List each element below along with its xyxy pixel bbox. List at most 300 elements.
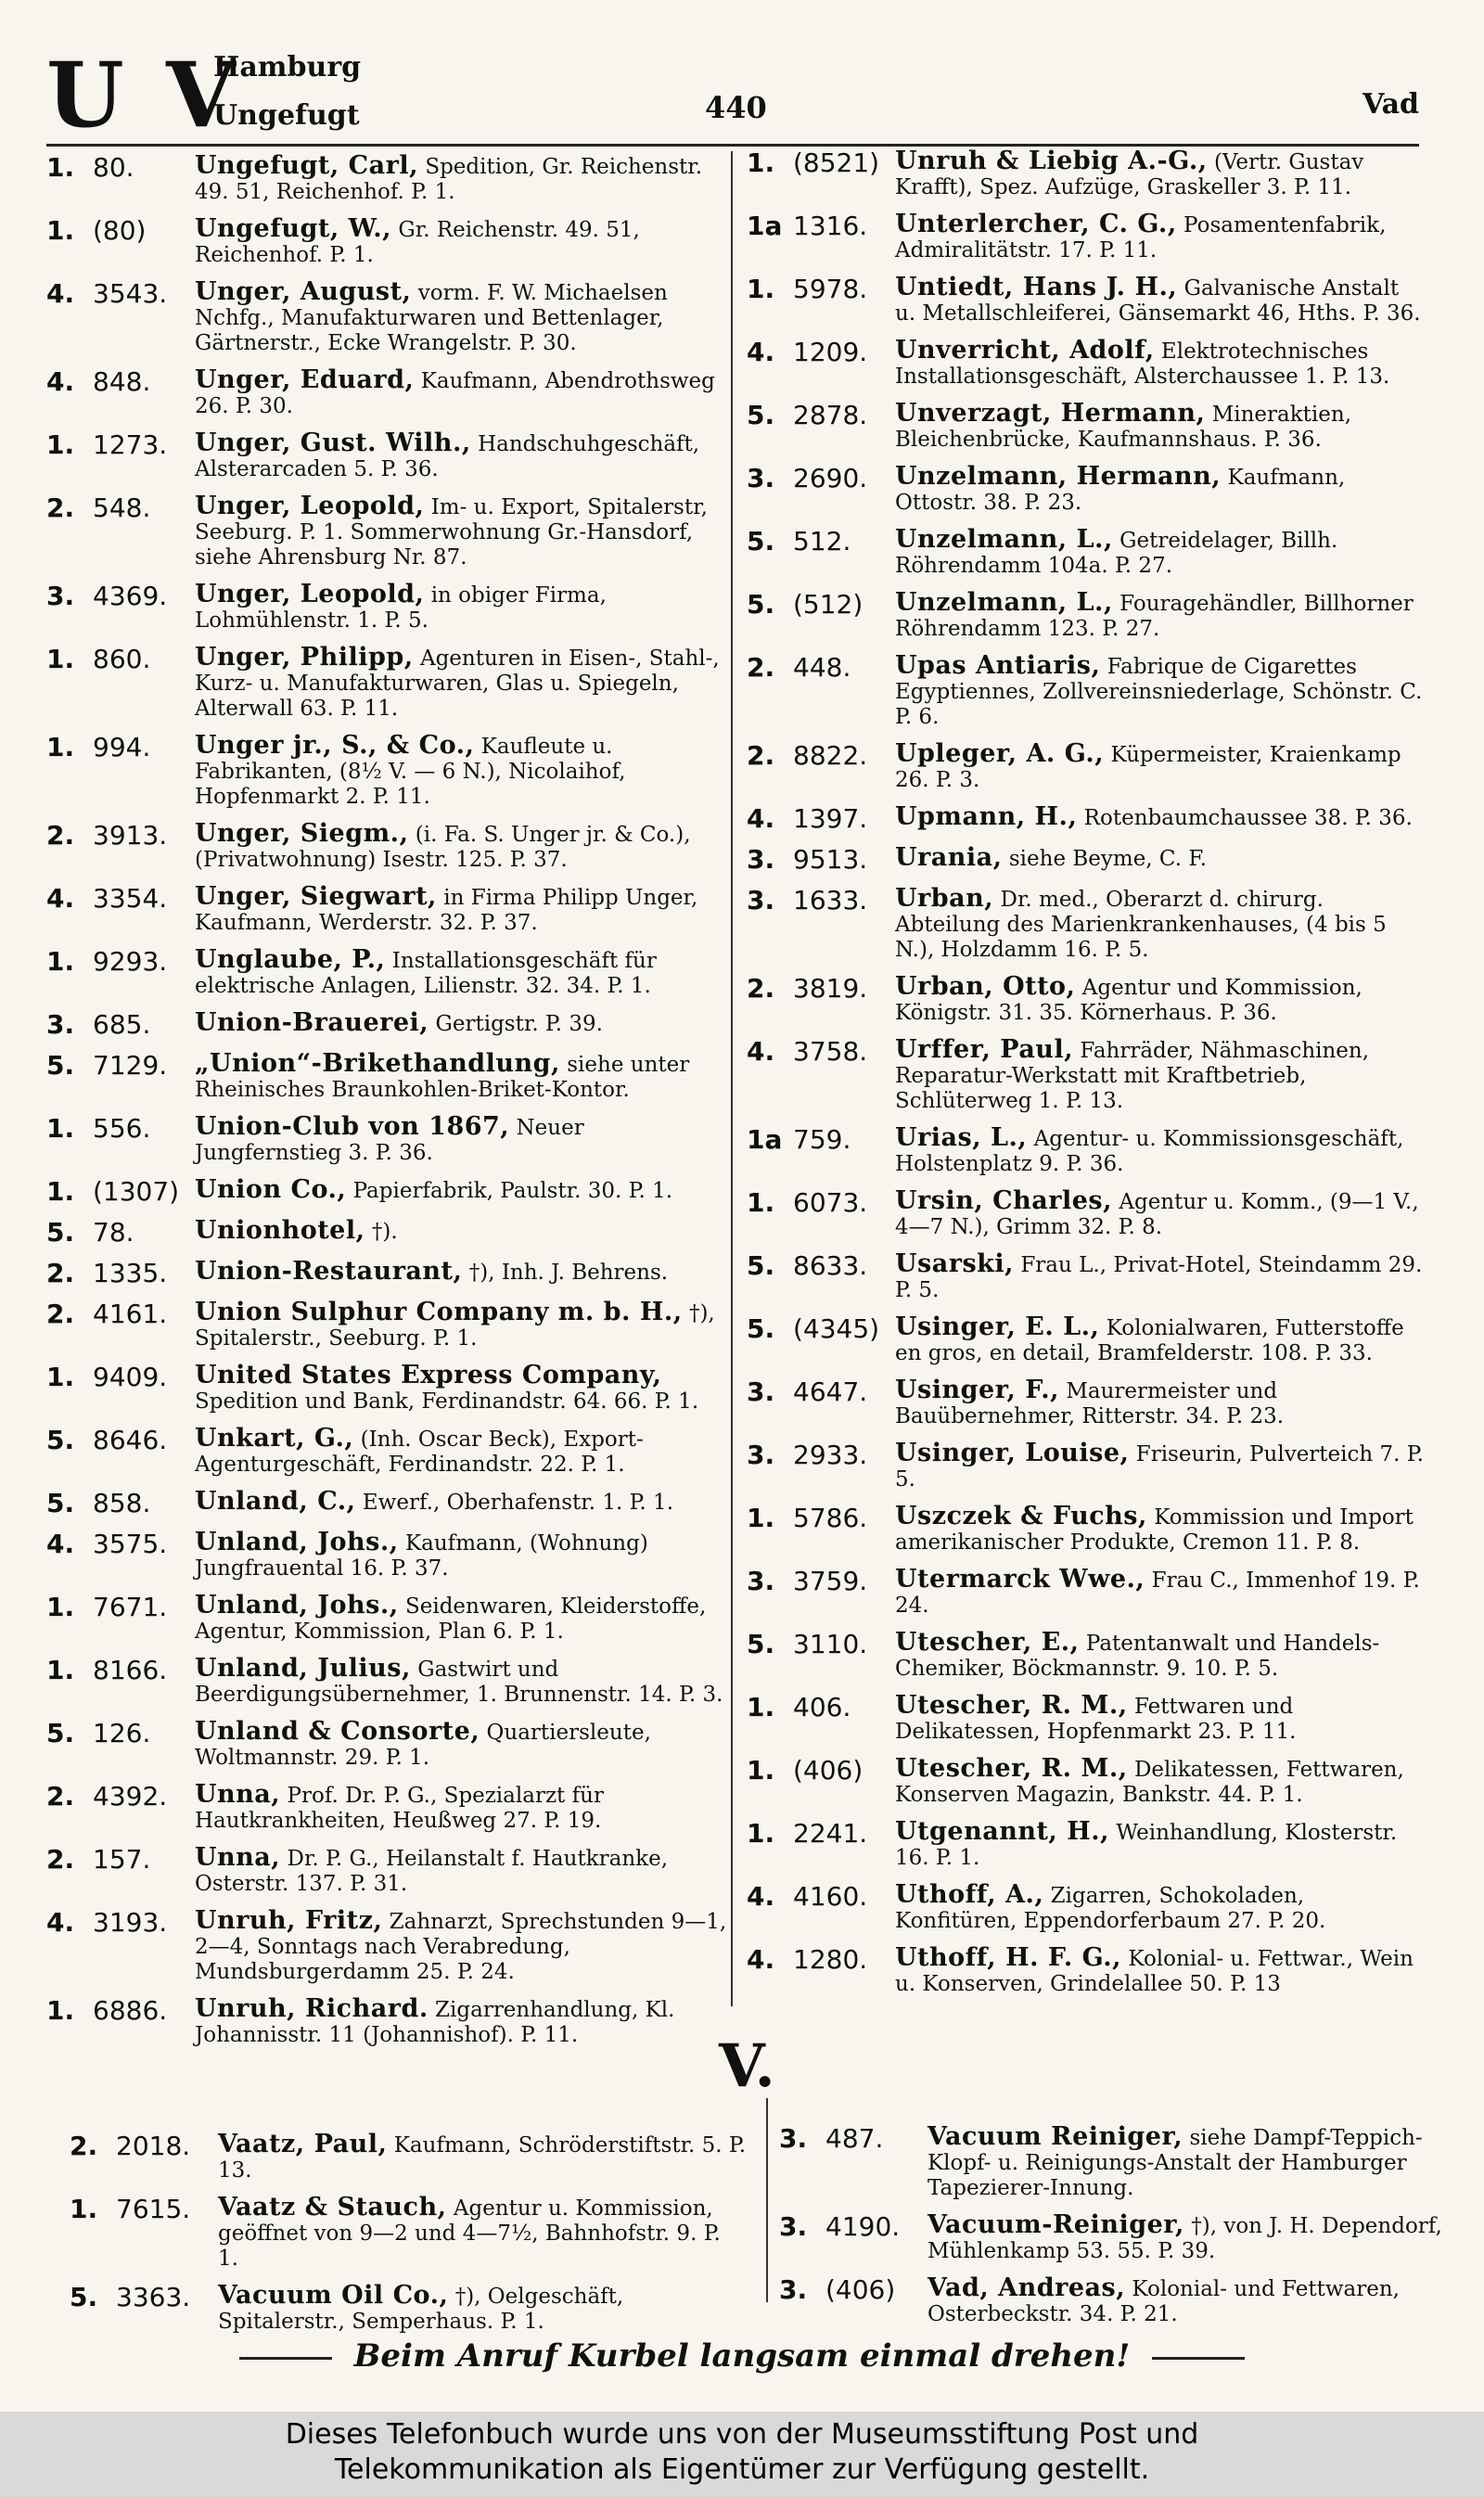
rate-class: 1.: [747, 1755, 775, 1786]
phone-number: [46, 1908, 195, 1985]
directory-entry: [46, 947, 733, 999]
phone-number: [747, 148, 895, 200]
v-right-column: [779, 2124, 1456, 2338]
rate-class: 5.: [46, 1488, 75, 1518]
subscriber-details: Handschuhgeschäft, Alsterarcaden 5. P. 36.: [195, 432, 700, 481]
right-column: [747, 148, 1424, 2008]
line-number: 448.: [793, 652, 851, 683]
phone-number: [46, 1782, 195, 1834]
column-divider-v: [766, 2098, 768, 2302]
subscriber-details: Galvanische Anstalt u. Metallschleiferei, Gänsemarkt 46, Hths. P. 36.: [895, 276, 1421, 326]
subscriber-name: Unland, Johs.,: [195, 1591, 399, 1620]
phone-number: [46, 1996, 195, 2048]
subscriber-details: †), Oelgeschäft, Spitalerstr., Semperhaus. P. 1.: [218, 2285, 624, 2334]
subscriber-name: Urias, L.,: [895, 1123, 1028, 1152]
line-number: 8646.: [93, 1425, 168, 1455]
directory-entry: [46, 153, 733, 205]
subscriber-details: Kaufmann, Abendrothsweg 26. P. 30.: [195, 369, 715, 418]
rate-class: 1.: [46, 644, 75, 674]
directory-entry: [747, 1188, 1424, 1240]
phone-number: [747, 1037, 895, 1114]
line-number: 1397.: [793, 803, 868, 834]
subscriber-name: Unger, Eduard,: [195, 365, 415, 394]
rate-class: 1a: [747, 1124, 783, 1155]
subscriber-details: Gr. Reichenstr. 49. 51, Reichenhof. P. 1.: [195, 218, 640, 267]
v-left-column: [70, 2132, 747, 2346]
directory-entry: [46, 1218, 733, 1248]
entry-text: [195, 1218, 733, 1248]
entry-text: [218, 2132, 747, 2183]
subscriber-name: Unionhotel,: [195, 1216, 365, 1245]
subscriber-details: Zahnarzt, Sprechstunden 9—1, 2—4, Sonntags nach Verabredung, Mundsburgerdamm 25. P. 24.: [195, 1910, 727, 1984]
subscriber-details: in Firma Philipp Unger, Kaufmann, Werderstr. 32. P. 37.: [195, 886, 698, 935]
subscriber-name: Union-Brauerei,: [195, 1008, 429, 1037]
subscriber-name: Unland, Johs.,: [195, 1528, 399, 1556]
directory-entry: [46, 1259, 733, 1288]
entry-text: [895, 1251, 1424, 1303]
subscriber-name: Unruh, Fritz,: [195, 1906, 383, 1935]
subscriber-name: Uthoff, H. F. G.,: [895, 1943, 1122, 1972]
entry-text: [195, 1051, 733, 1103]
phone-number: [747, 527, 895, 579]
phone-number: [46, 1593, 195, 1645]
line-number: 512.: [793, 526, 851, 557]
rate-class: 1.: [747, 1187, 775, 1218]
directory-entry: [46, 430, 733, 482]
subscriber-details: Friseurin, Pulverteich 7. P. 5.: [895, 1442, 1424, 1492]
rate-class: 1.: [46, 215, 75, 246]
subscriber-details: (Inh. Oscar Beck), Export-Agenturgeschäft, Ferdinandstr. 22. P. 1.: [195, 1428, 644, 1477]
rate-class: 4.: [747, 803, 775, 834]
directory-entry: [46, 1426, 733, 1478]
entry-text: [218, 2283, 747, 2335]
line-number: 1209.: [793, 337, 868, 367]
line-number: 3363.: [116, 2282, 191, 2312]
subscriber-name: Uszczek & Fuchs,: [895, 1502, 1147, 1530]
rate-class: 5.: [747, 526, 775, 557]
entry-text: [195, 1996, 733, 2048]
line-number: 4161.: [93, 1299, 168, 1329]
subscriber-name: Utermarck Wwe.,: [895, 1565, 1145, 1594]
phone-number: [46, 493, 195, 570]
phone-number: [46, 1010, 195, 1040]
phone-number: [46, 1719, 195, 1771]
directory-entry: [747, 1251, 1424, 1303]
subscriber-name: Untiedt, Hans J. H.,: [895, 273, 1178, 301]
directory-entry: [46, 1177, 733, 1207]
subscriber-name: Union Co.,: [195, 1175, 347, 1204]
phone-number: [46, 1259, 195, 1288]
directory-entry: [747, 653, 1424, 730]
directory-entry: [46, 279, 733, 356]
rate-class: 1.: [46, 152, 75, 183]
line-number: 487.: [825, 2123, 884, 2154]
phone-number: [747, 804, 895, 834]
subscriber-details: Frau L., Privat-Hotel, Steindamm 29. P. 5.: [895, 1253, 1423, 1302]
line-number: 2878.: [793, 400, 868, 430]
rate-class: 1.: [747, 1503, 775, 1533]
directory-entry: [46, 1593, 733, 1645]
phone-number: [747, 464, 895, 516]
directory-entry: [747, 590, 1424, 642]
directory-entry: [747, 1630, 1424, 1682]
entry-text: [195, 1259, 733, 1288]
rate-class: 1.: [46, 732, 75, 762]
subscriber-details: (i. Fa. S. Unger jr. & Co.), (Privatwohnung) Isestr. 125. P. 37.: [195, 823, 691, 872]
subscriber-name: Unverricht, Adolf,: [895, 336, 1155, 365]
rate-class: 3.: [747, 1566, 775, 1596]
subscriber-name: Unger, Gust. Wilh.,: [195, 429, 471, 457]
rate-class: 2.: [70, 2131, 98, 2161]
phone-number: [46, 733, 195, 810]
rate-class: 1.: [46, 1176, 75, 1207]
footer-line-1: Dieses Telefonbuch wurde uns von der Museumsstiftung Post und: [285, 2418, 1199, 2451]
rate-class: 4.: [46, 1529, 75, 1559]
rate-class: 3.: [779, 2211, 808, 2242]
phone-number: [747, 886, 895, 963]
line-number: (406): [793, 1755, 864, 1786]
phone-number: [46, 279, 195, 356]
rate-class: 3.: [46, 1009, 75, 1040]
subscriber-name: United States Express Company,: [195, 1361, 662, 1389]
subscriber-details: Mineraktien, Bleichenbrücke, Kaufmannshaus. P. 36.: [895, 403, 1352, 452]
subscriber-details: Fouragehändler, Billhorner Röhrendamm 123. P. 27.: [895, 592, 1414, 641]
line-number: 3543.: [93, 278, 168, 309]
directory-entry: [747, 1693, 1424, 1745]
line-number: 4160.: [793, 1881, 868, 1912]
rate-class: 3.: [747, 1440, 775, 1470]
entry-text: [895, 804, 1424, 834]
phone-number: [747, 211, 895, 263]
rate-class: 1.: [747, 1818, 775, 1849]
phone-number: [70, 2283, 218, 2335]
subscriber-details: Installationsgeschäft für elektrische Anlagen, Lilienstr. 32. 34. P. 1.: [195, 949, 657, 998]
subscriber-details: siehe unter Rheinisches Braunkohlen-Briket-Kontor.: [195, 1053, 690, 1102]
phone-number: [70, 2132, 218, 2183]
directory-entry: [779, 2124, 1456, 2201]
subscriber-details: (Vertr. Gustav Krafft), Spez. Aufzüge, Graskeller 3. P. 11.: [895, 150, 1364, 199]
entry-text: [895, 590, 1424, 642]
line-number: 3110.: [793, 1629, 868, 1659]
phone-number: [747, 1693, 895, 1745]
line-number: 126.: [93, 1718, 151, 1748]
rate-class: 5.: [747, 589, 775, 620]
phone-number: [46, 582, 195, 634]
line-number: 3758.: [793, 1036, 868, 1067]
entry-text: [195, 1908, 733, 1985]
subscriber-details: Kaufleute u. Fabrikanten, (8½ V. — 6 N.), Nicolaihof, Hopfenmarkt 2. P. 11.: [195, 735, 626, 809]
subscriber-name: Unkart, G.,: [195, 1424, 354, 1453]
entry-text: [895, 1441, 1424, 1492]
subscriber-details: siehe Beyme, C. F.: [1008, 847, 1208, 871]
line-number: 685.: [93, 1009, 151, 1040]
phone-number: [747, 1882, 895, 1934]
entry-text: [895, 338, 1424, 390]
line-number: 3819.: [793, 973, 868, 1004]
subscriber-name: Ungefugt, W.,: [195, 214, 392, 243]
rate-class: 1.: [46, 429, 75, 460]
entry-text: [895, 464, 1424, 516]
phone-number: [46, 216, 195, 268]
entry-text: [195, 279, 733, 356]
rate-class: 1a: [747, 211, 783, 241]
line-number: 2933.: [793, 1440, 868, 1470]
phone-number: [747, 1567, 895, 1619]
line-number: (512): [793, 589, 864, 620]
entry-text: [195, 1489, 733, 1518]
rate-class: 1.: [70, 2194, 98, 2224]
directory-entry: [46, 1530, 733, 1581]
rate-class: 3.: [747, 844, 775, 875]
phone-number: [747, 1441, 895, 1492]
entry-text: [895, 1504, 1424, 1556]
entry-text: [895, 1125, 1424, 1177]
subscriber-details: Spedition und Bank, Ferdinandstr. 64. 66. P. 1.: [195, 1389, 699, 1414]
subscriber-name: Unger, Leopold,: [195, 492, 425, 520]
subscriber-name: Unruh & Liebig A.-G.,: [895, 147, 1208, 175]
line-number: 9293.: [93, 946, 168, 977]
directory-entry: [747, 1945, 1424, 1997]
subscriber-name: Unland, Julius,: [195, 1654, 411, 1683]
rate-class: 4.: [747, 1881, 775, 1912]
phone-number: [70, 2195, 218, 2272]
directory-entry: [747, 401, 1424, 453]
rate-class: 5.: [747, 1313, 775, 1344]
line-number: 2241.: [793, 1818, 868, 1849]
line-number: (8521): [793, 147, 880, 178]
subscriber-details: Papierfabrik, Paulstr. 30. P. 1.: [352, 1179, 673, 1203]
line-number: (4345): [793, 1313, 880, 1344]
phone-number: [46, 645, 195, 722]
phone-number: [46, 1489, 195, 1518]
rate-class: 5.: [747, 1629, 775, 1659]
subscriber-name: Unna,: [195, 1780, 281, 1809]
subscriber-details: Kolonialwaren, Futterstoffe en gros, en detail, Bramfelderstr. 108. P. 33.: [895, 1316, 1404, 1365]
subscriber-details: Delikatessen, Fettwaren, Konserven Magazin, Bankstr. 44. P. 1.: [895, 1758, 1404, 1807]
slogan: Beim Anruf Kurbel langsam einmal drehen!: [167, 2337, 1317, 2375]
subscriber-details: Dr. med., Oberarzt d. chirurg. Abteilung des Marienkrankenhauses, (4 bis 5 N.), Holzdamm 16. P. 5.: [895, 888, 1387, 962]
entry-text: [195, 821, 733, 873]
line-number: 8166.: [93, 1655, 168, 1685]
directory-entry: [70, 2132, 747, 2183]
rate-class: 4.: [46, 883, 75, 914]
rate-class: 1.: [46, 946, 75, 977]
subscriber-name: Unzelmann, L.,: [895, 588, 1113, 617]
subscriber-name: Unger, Siegm.,: [195, 819, 409, 848]
subscriber-name: Unger, Leopold,: [195, 580, 425, 608]
directory-entry: [46, 1845, 733, 1897]
rate-class: 3.: [779, 2274, 808, 2305]
line-number: 5978.: [793, 274, 868, 304]
rate-class: 2.: [747, 652, 775, 683]
directory-entry: [747, 1377, 1424, 1429]
rate-class: 1.: [747, 274, 775, 304]
rate-class: 4.: [747, 1944, 775, 1975]
subscriber-details: Gastwirt und Beerdigungsübernehmer, 1. Brunnenstr. 14. P. 3.: [195, 1658, 723, 1707]
entry-text: [895, 653, 1424, 730]
line-number: 548.: [93, 493, 151, 523]
left-column: [46, 153, 733, 2059]
footer-note: [0, 2412, 1484, 2497]
entry-text: [195, 582, 733, 634]
rate-class: 4.: [747, 1036, 775, 1067]
directory-entry: [747, 1819, 1424, 1871]
subscriber-name: Union-Restaurant,: [195, 1257, 463, 1286]
directory-entry: [46, 1363, 733, 1415]
line-number: 78.: [93, 1217, 134, 1248]
subscriber-name: Vaatz, Paul,: [218, 2130, 388, 2158]
subscriber-details: Ewerf., Oberhafenstr. 1. P. 1.: [362, 1491, 674, 1515]
rate-class: 2.: [46, 1258, 75, 1288]
directory-entry: [46, 645, 733, 722]
directory-entry: [747, 527, 1424, 579]
entry-text: [895, 1188, 1424, 1240]
rate-class: 3.: [779, 2123, 808, 2154]
phone-number: [46, 821, 195, 873]
line-number: (80): [93, 215, 147, 246]
entry-text: [895, 527, 1424, 579]
entry-text: [895, 211, 1424, 263]
directory-entry: [747, 845, 1424, 875]
directory-entry: [747, 1882, 1424, 1934]
directory-entry: [46, 1010, 733, 1040]
phone-number: [747, 1314, 895, 1366]
phone-number: [747, 338, 895, 390]
rate-class: 1.: [46, 1655, 75, 1685]
entry-text: [895, 886, 1424, 963]
entry-text: [895, 275, 1424, 327]
line-number: 8633.: [793, 1250, 868, 1281]
subscriber-name: Upas Antiaris,: [895, 651, 1101, 680]
rate-class: 2.: [46, 820, 75, 851]
rate-class: 2.: [747, 973, 775, 1004]
directory-entry: [46, 884, 733, 936]
subscriber-details: Spedition, Gr. Reichenstr. 49. 51, Reichenhof. P. 1.: [195, 155, 703, 204]
subscriber-details: Posamentenfabrik, Admiralitätstr. 17. P. 11.: [895, 213, 1387, 263]
phone-number: [46, 1300, 195, 1351]
subscriber-name: Usinger, E. L.,: [895, 1313, 1100, 1341]
entry-text: [195, 1782, 733, 1834]
directory-entry: [779, 2275, 1456, 2327]
subscriber-name: Unger, Philipp,: [195, 643, 414, 672]
subscriber-details: Zigarren, Schokoladen, Konfitüren, Eppendorferbaum 27. P. 20.: [895, 1884, 1326, 1933]
subscriber-details: Getreidelager, Billh. Röhrendamm 104a. P. 27.: [895, 529, 1338, 578]
subscriber-details: †), Inh. J. Behrens.: [468, 1261, 669, 1285]
subscriber-details: Dr. P. G., Heilanstalt f. Hautkranke, Osterstr. 137. P. 31.: [195, 1847, 669, 1896]
line-number: 759.: [793, 1124, 851, 1155]
phone-number: [747, 1251, 895, 1303]
entry-text: [195, 1010, 733, 1040]
subscriber-details: Seidenwaren, Kleiderstoffe, Agentur, Kommission, Plan 6. P. 1.: [195, 1594, 707, 1644]
subscriber-details: Kolonial- u. Fettwar., Wein u. Konserven, Grindelallee 50. P. 13: [895, 1947, 1414, 1996]
subscriber-name: Unruh, Richard.: [195, 1994, 429, 2023]
subscriber-details: Agenturen in Eisen-, Stahl-, Kurz- u. Manufakturwaren, Glas u. Spiegeln, Alterwall 63. P. 11.: [195, 647, 720, 721]
entry-text: [195, 1719, 733, 1771]
entry-text: [195, 367, 733, 419]
entry-text: [195, 1114, 733, 1166]
entry-text: [895, 974, 1424, 1026]
line-number: 556.: [93, 1113, 151, 1144]
subscriber-name: Unna,: [195, 1843, 281, 1872]
directory-entry: [46, 1782, 733, 1834]
directory-entry: [70, 2283, 747, 2335]
subscriber-name: Upleger, A. G.,: [895, 739, 1105, 768]
subscriber-name: Vacuum Reiniger,: [928, 2122, 1183, 2151]
directory-entry: [747, 1567, 1424, 1619]
phone-number: [747, 1188, 895, 1240]
subscriber-details: †).: [371, 1220, 398, 1244]
rate-class: 2.: [46, 1781, 75, 1812]
rate-class: 1.: [46, 1362, 75, 1392]
subscriber-name: Uthoff, A.,: [895, 1880, 1044, 1909]
line-number: 858.: [93, 1488, 151, 1518]
rate-class: 3.: [747, 1377, 775, 1407]
entry-text: [895, 1693, 1424, 1745]
subscriber-name: Vad, Andreas,: [928, 2273, 1126, 2302]
subscriber-details: Kaufmann, (Wohnung) Jungfrauental 16. P. 37.: [195, 1531, 648, 1581]
subscriber-name: Utgenannt, H.,: [895, 1817, 1110, 1846]
rate-class: 5.: [70, 2282, 98, 2312]
subscriber-details: Agentur u. Kommission, geöffnet von 9—2 und 4—7½, Bahnhofstr. 9. P. 1.: [218, 2196, 721, 2271]
entry-text: [895, 1314, 1424, 1366]
entry-text: [195, 1656, 733, 1708]
subscriber-details: Fettwaren und Delikatessen, Hopfenmarkt 23. P. 11.: [895, 1695, 1297, 1744]
phone-number: [747, 1756, 895, 1808]
phone-number: [747, 1125, 895, 1177]
phone-number: [747, 590, 895, 642]
directory-entry: [46, 1656, 733, 1708]
subscriber-name: Vaatz & Stauch,: [218, 2193, 447, 2222]
subscriber-name: Unglaube, P.,: [195, 945, 386, 974]
subscriber-details: Frau C., Immenhof 19. P. 24.: [895, 1569, 1420, 1618]
entry-text: [895, 1882, 1424, 1934]
line-number: 7671.: [93, 1592, 168, 1622]
phone-number: [779, 2212, 928, 2264]
rate-class: 1.: [46, 1592, 75, 1622]
line-number: 1273.: [93, 429, 168, 460]
line-number: 3193.: [93, 1907, 168, 1938]
phone-number: [747, 1819, 895, 1871]
directory-entry: [46, 1908, 733, 1985]
subscriber-name: Usarski,: [895, 1249, 1015, 1278]
directory-entry: [747, 741, 1424, 793]
line-number: 1335.: [93, 1258, 168, 1288]
phone-number: [747, 741, 895, 793]
rate-class: 1.: [46, 1995, 75, 2026]
line-number: 6886.: [93, 1995, 168, 2026]
entry-text: [195, 1845, 733, 1897]
subscriber-name: Urania,: [895, 843, 1003, 872]
subscriber-details: Agentur- u. Kommissionsgeschäft, Holstenplatz 9. P. 36.: [895, 1127, 1404, 1176]
entry-text: [195, 1530, 733, 1581]
directory-entry: [747, 211, 1424, 263]
line-number: 2018.: [116, 2131, 191, 2161]
directory-entry: [46, 1300, 733, 1351]
directory-entry: [747, 1441, 1424, 1492]
rate-class: 3.: [747, 885, 775, 916]
directory-entry: [747, 886, 1424, 963]
entry-text: [195, 1300, 733, 1351]
directory-entry: [747, 1037, 1424, 1114]
entry-text: [195, 153, 733, 205]
subscriber-name: Unverzagt, Hermann,: [895, 399, 1206, 428]
entry-text: [195, 645, 733, 722]
entry-text: [928, 2275, 1456, 2327]
rate-class: 4.: [747, 337, 775, 367]
directory-entry: [779, 2212, 1456, 2264]
line-number: 3759.: [793, 1566, 868, 1596]
subscriber-name: Utescher, E.,: [895, 1628, 1080, 1657]
